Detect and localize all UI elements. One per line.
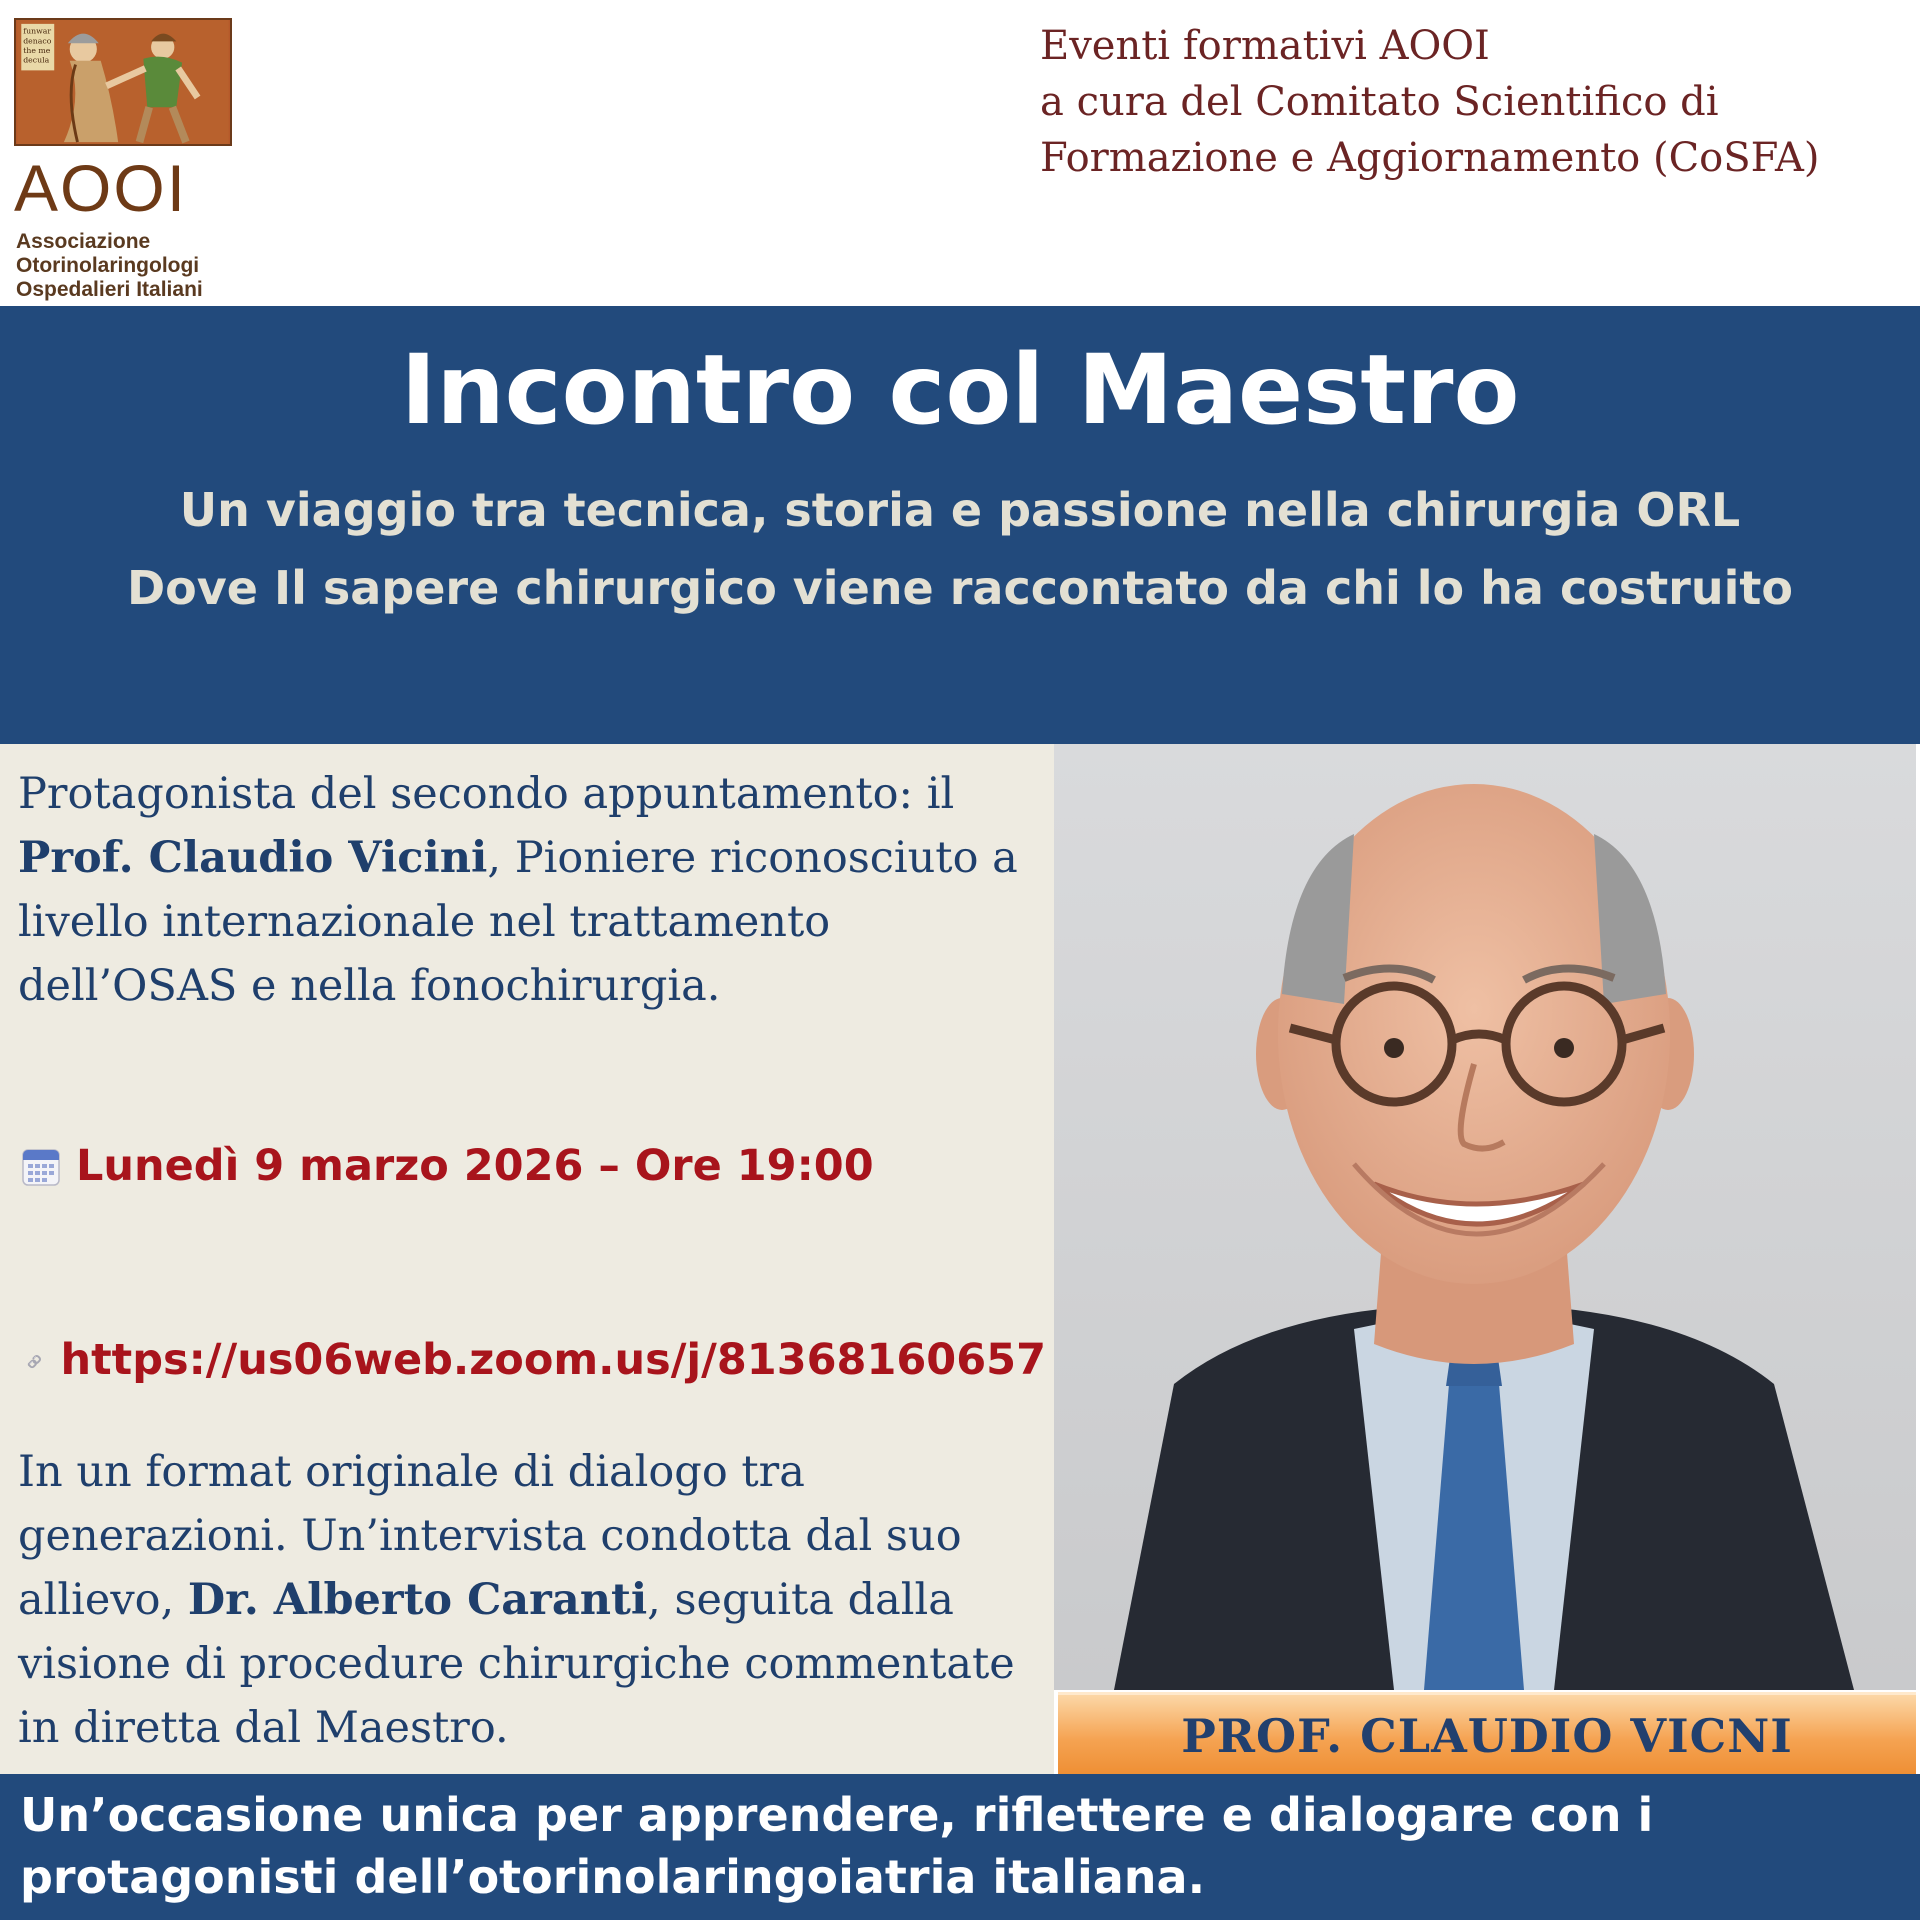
header-line: a cura del Comitato Scientifico di bbox=[1040, 79, 1719, 125]
intro-text-2: , Pioniere riconosciuto a livello internazionale nel trattamento dell’OSAS e nella fonochirurgia. bbox=[18, 833, 1018, 1011]
header-line: Formazione e Aggiornamento (CoSFA) bbox=[1040, 135, 1820, 181]
speaker-name-label bbox=[1058, 1692, 1916, 1776]
speaker-name-text: PROF. CLAUDIO VICNI bbox=[1181, 1708, 1793, 1763]
logo-name-line: Ospedalieri Italiani bbox=[16, 278, 203, 301]
link-icon bbox=[26, 1334, 43, 1386]
svg-text:the me: the me bbox=[23, 45, 51, 55]
event-date: Lunedì 9 marzo 2026 – Ore 19:00 bbox=[76, 1141, 874, 1191]
logo-association-name bbox=[16, 230, 266, 302]
interviewer-name: Dr. Alberto Caranti bbox=[187, 1575, 648, 1625]
footer-text: Un’occasione unica per apprendere, riflettere e dialogare con i protagonisti dell’otorinolaringoiatria italiana. bbox=[20, 1788, 1654, 1904]
zoom-meeting-link[interactable]: https://us06web.zoom.us/j/81368160657 bbox=[60, 1335, 1046, 1385]
svg-text:funwar: funwar bbox=[23, 26, 52, 36]
svg-text:denaco: denaco bbox=[23, 36, 52, 46]
speaker-intro bbox=[18, 762, 1038, 1018]
logo-acronym: AOOI bbox=[14, 151, 188, 225]
format-description bbox=[18, 1440, 1038, 1760]
meeting-link-row[interactable] bbox=[26, 1330, 1046, 1390]
logo-name-line: Associazione bbox=[16, 230, 151, 253]
intro-text-1: Protagonista del secondo appuntamento: il bbox=[18, 769, 955, 819]
header-event-info bbox=[1040, 18, 1900, 186]
aooi-logo bbox=[14, 18, 232, 301]
medieval-illustration-icon bbox=[16, 20, 230, 144]
portrait-illustration-icon bbox=[1054, 744, 1916, 1690]
speaker-photo bbox=[1054, 744, 1916, 1690]
format-text-2: , seguita dalla visione di procedure chirurgiche commentate in diretta dal Maestro. bbox=[18, 1575, 1015, 1753]
header-line: Eventi formativi AOOI bbox=[1040, 23, 1490, 69]
banner-subtitle-2: Dove Il sapere chirurgico viene raccontato da chi lo ha costruito bbox=[127, 561, 1793, 615]
logo-illustration bbox=[14, 18, 232, 146]
format-text-1: In un format originale di dialogo tra generazioni. Un’intervista condotta dal suo allievo, bbox=[18, 1447, 962, 1625]
logo-name-line: Otorinolaringologi bbox=[16, 254, 200, 277]
banner-subtitle-1: Un viaggio tra tecnica, storia e passione nella chirurgia ORL bbox=[179, 483, 1741, 537]
calendar-icon bbox=[22, 1146, 60, 1186]
svg-text:decula: decula bbox=[23, 55, 50, 65]
speaker-name: Prof. Claudio Vicini bbox=[18, 833, 488, 883]
page-title: Incontro col Maestro bbox=[400, 334, 1520, 446]
event-date-row bbox=[22, 1138, 1022, 1194]
